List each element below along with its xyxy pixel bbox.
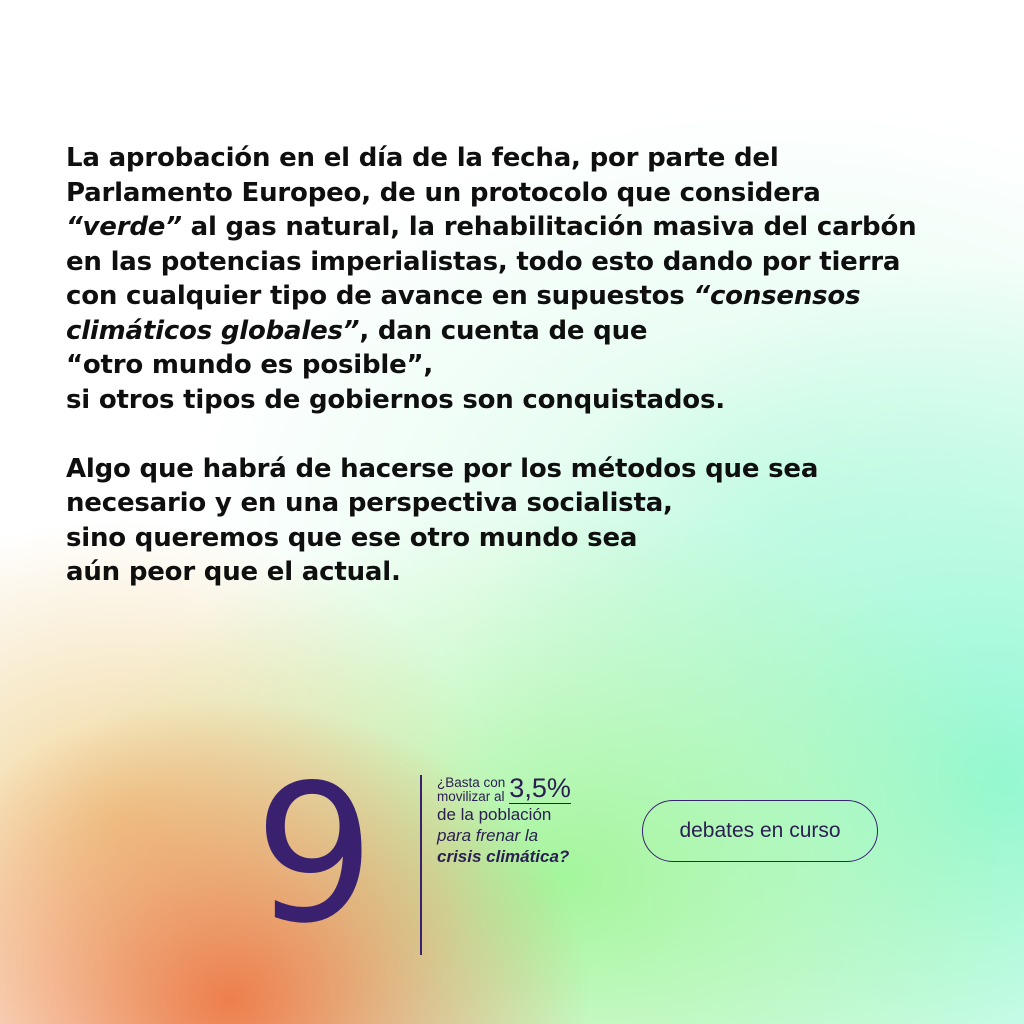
paragraph-1 (66, 141, 1006, 417)
question-small-stack (437, 776, 505, 804)
question-part1: ¿Basta con (437, 775, 506, 790)
emphasis-verde: “verde” (66, 212, 182, 242)
text-fragment: con cualquier tipo de avance en supuestos (66, 281, 694, 311)
text-line: en las potencias imperialistas, todo esto dando por tierra (66, 246, 901, 277)
body-text (66, 141, 1006, 590)
text-fragment: , dan cuenta de que (359, 315, 648, 346)
text-line: necesario y en una perspectiva socialista, (66, 488, 673, 518)
question-part2: movilizar al (437, 789, 505, 804)
text-line: sino queremos que ese otro mundo sea (66, 522, 638, 553)
question-percent: 3,5% (509, 773, 571, 803)
text-line: aún peor que el actual. (66, 557, 401, 587)
series-question (437, 775, 617, 867)
emphasis-globales: climáticos globales” (66, 315, 360, 346)
question-part5: crisis climática? (437, 847, 570, 866)
text-fragment: al gas natural, la rehabilitación masiva del carbón (181, 212, 917, 242)
text-line: Parlamento Europeo, de un protocolo que considera (66, 177, 821, 208)
paragraph-2 (66, 452, 1006, 590)
text-line (66, 279, 1006, 314)
question-part4: para frenar la (437, 826, 539, 845)
debates-en-curso-tag: debates en curso (642, 800, 878, 862)
text-line (66, 314, 1006, 349)
question-top-row (437, 775, 617, 804)
text-line (66, 210, 1006, 245)
footer-divider (420, 775, 422, 955)
series-number: 9 (254, 744, 375, 965)
text-line: “otro mundo es posible”, (66, 350, 434, 380)
question-part3: de la población (437, 805, 552, 824)
text-line: Algo que habrá de hacerse por los métodos que sea (66, 453, 819, 484)
text-line: La aprobación en el día de la fecha, por parte del (66, 143, 779, 173)
text-line: si otros tipos de gobiernos son conquistados. (66, 384, 725, 415)
emphasis-consensos: “consensos (693, 281, 861, 311)
